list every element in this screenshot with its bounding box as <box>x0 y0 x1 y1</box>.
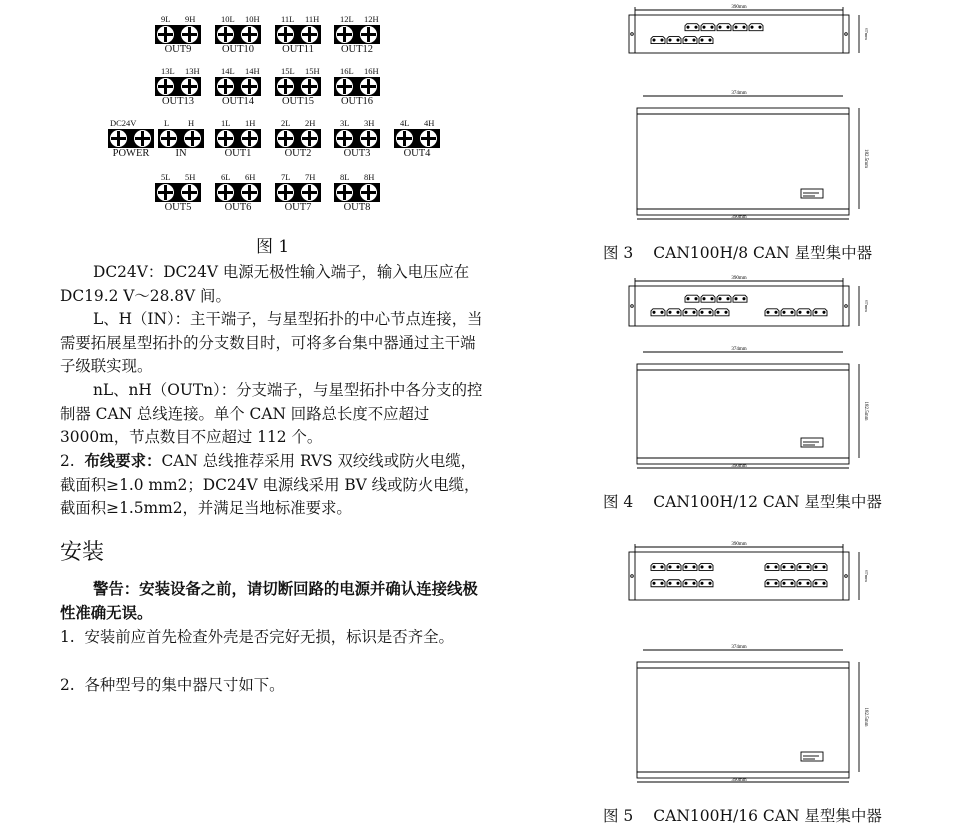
port-pin <box>725 311 727 313</box>
terminal-name: OUT14 <box>221 96 255 107</box>
port-pin <box>695 298 697 300</box>
port-pin <box>693 566 695 568</box>
port-pin <box>767 582 769 584</box>
screw-icon <box>301 184 318 201</box>
terminal-name: OUT4 <box>403 148 431 159</box>
paragraph-dc24v: DC24V：DC24V 电源无极性输入端子，输入电压应在 DC19.2 V～28.8V 间。 <box>60 263 470 305</box>
dimension-bottom-width: 390mm <box>731 778 747 783</box>
screw-terminal <box>275 129 321 148</box>
port-pin <box>783 566 785 568</box>
terminal-label-right: 3H <box>364 118 375 128</box>
terminal-label-right: H <box>188 118 195 128</box>
warning-text: 警告：安装设备之前，请切断回路的电源并确认连接线极性准确无误。 <box>60 580 478 622</box>
screw-icon <box>217 26 234 43</box>
dimension-height: 67mm <box>864 300 869 312</box>
terminal-name: OUT1 <box>224 148 252 159</box>
screw-icon <box>336 130 353 147</box>
mount-hole <box>631 305 634 308</box>
screw-terminal <box>155 183 201 202</box>
terminal-label-left: 5L <box>161 172 171 182</box>
port-pin <box>653 582 655 584</box>
terminal-block-out12 <box>334 14 386 58</box>
port-pin <box>735 298 737 300</box>
terminal-label-left: 4L <box>400 118 410 128</box>
terminal-label-right: 12H <box>364 14 379 24</box>
terminal-label-left: L <box>164 118 170 128</box>
terminal-label-right: 5H <box>185 172 196 182</box>
screw-icon <box>241 26 258 43</box>
device-drawing-3 <box>615 3 887 241</box>
port-pin <box>775 311 777 313</box>
screw-icon <box>420 130 437 147</box>
screw-terminal <box>215 77 261 96</box>
paragraph-wiring: 2. 布线要求：CAN 总线推荐采用 RVS 双绞线或防火电缆，截面积≥1.0 mm2；DC24V 电源线采用 BV 线或防火电缆，截面积≥1.5mm2，并满足当地标准要求。 <box>60 452 480 518</box>
screw-icon <box>360 26 377 43</box>
dimension-bottom-width: 390mm <box>731 464 747 469</box>
terminal-block-out2 <box>275 118 327 162</box>
port-pin <box>719 298 721 300</box>
port-pin <box>661 566 663 568</box>
port-pin <box>711 298 713 300</box>
top-view-body <box>637 662 849 772</box>
port-pin <box>767 311 769 313</box>
nameplate <box>801 189 823 198</box>
screw-icon <box>336 26 353 43</box>
port-pin <box>693 39 695 41</box>
port-pin <box>685 582 687 584</box>
terminal-label-right: 4H <box>424 118 435 128</box>
terminal-block-out1 <box>215 118 267 162</box>
terminal-label-right: 9H <box>185 14 196 24</box>
terminal-block-out4 <box>394 118 446 162</box>
port-pin <box>709 311 711 313</box>
port-pin <box>677 311 679 313</box>
port-pin <box>823 582 825 584</box>
dimension-depth-width: 374mm <box>731 91 747 96</box>
port-pin <box>735 26 737 28</box>
terminal-name: OUT3 <box>343 148 371 159</box>
port-pin <box>783 582 785 584</box>
terminal-label-left: 7L <box>281 172 291 182</box>
terminal-label-left: 3L <box>340 118 350 128</box>
terminal-name: OUT10 <box>221 44 255 55</box>
front-panel <box>629 15 849 53</box>
screw-terminal <box>334 129 380 148</box>
port-pin <box>807 582 809 584</box>
terminal-block-out14 <box>215 66 267 110</box>
terminal-block-out9 <box>155 14 207 58</box>
port-pin <box>799 566 801 568</box>
terminal-block-out6 <box>215 172 267 216</box>
terminal-label-left: 2L <box>281 118 291 128</box>
screw-icon <box>241 78 258 95</box>
figure-label: 图 5 <box>603 807 634 825</box>
terminal-name: OUT9 <box>164 44 192 55</box>
mount-hole <box>845 33 848 36</box>
port-pin <box>815 582 817 584</box>
terminal-label-right: 14H <box>245 66 260 76</box>
terminal-name: OUT7 <box>284 202 312 213</box>
screw-icon <box>360 184 377 201</box>
screw-icon <box>181 184 198 201</box>
figure-title: CAN100H/12 CAN 星型集中器 <box>653 493 882 511</box>
terminal-block-power <box>108 118 160 162</box>
mount-hole <box>845 575 848 578</box>
terminal-label-left: 10L <box>221 14 235 24</box>
screw-icon <box>157 26 174 43</box>
port-pin <box>685 566 687 568</box>
screw-icon <box>157 184 174 201</box>
terminal-block-out7 <box>275 172 327 216</box>
terminal-name: OUT6 <box>224 202 252 213</box>
figure-title: CAN100H/8 CAN 星型集中器 <box>653 244 873 262</box>
port-pin <box>743 26 745 28</box>
dimension-height: 67mm <box>864 28 869 40</box>
terminal-block-out13 <box>155 66 207 110</box>
port-pin <box>669 39 671 41</box>
figure-caption <box>603 490 882 512</box>
port-pin <box>815 311 817 313</box>
screw-icon <box>336 78 353 95</box>
mount-hole <box>631 33 634 36</box>
terminal-label-left: 12L <box>340 14 354 24</box>
port-pin <box>717 311 719 313</box>
figure-caption <box>603 804 882 826</box>
screw-icon <box>134 130 151 147</box>
dimension-height: 67mm <box>864 570 869 582</box>
figure-title: CAN100H/16 CAN 星型集中器 <box>653 807 882 825</box>
port-pin <box>823 311 825 313</box>
port-pin <box>677 39 679 41</box>
port-pin <box>653 311 655 313</box>
terminal-label-right: 13H <box>185 66 200 76</box>
screw-icon <box>241 184 258 201</box>
port-pin <box>669 582 671 584</box>
list-item: 2. 各种型号的集中器尺寸如下。 <box>60 676 285 694</box>
port-pin <box>791 566 793 568</box>
dimension-bottom-width: 390mm <box>731 215 747 220</box>
dimension-depth-width: 374mm <box>731 347 747 352</box>
screw-terminal <box>108 129 154 148</box>
terminal-label-left: 9L <box>161 14 171 24</box>
terminal-label-left: DC24V <box>110 118 137 128</box>
terminal-block-out11 <box>275 14 327 58</box>
figure-1-caption: 图 1 <box>256 237 290 257</box>
screw-icon <box>110 130 127 147</box>
port-pin <box>799 311 801 313</box>
port-pin <box>693 311 695 313</box>
list-item: 1. 安装前应首先检查外壳是否完好无损，标识是否齐全。 <box>60 628 454 646</box>
screw-icon <box>277 78 294 95</box>
mount-hole <box>845 305 848 308</box>
top-view-body <box>637 108 849 209</box>
port-pin <box>701 566 703 568</box>
terminal-label-right: 10H <box>245 14 260 24</box>
figure-label: 图 3 <box>603 244 634 262</box>
mount-hole <box>631 575 634 578</box>
screw-icon <box>360 78 377 95</box>
port-pin <box>815 566 817 568</box>
port-pin <box>669 311 671 313</box>
screw-icon <box>157 78 174 95</box>
port-pin <box>701 582 703 584</box>
screw-terminal <box>334 77 380 96</box>
screw-icon <box>277 130 294 147</box>
terminal-name: OUT11 <box>282 44 314 55</box>
figure-caption <box>603 241 872 263</box>
nameplate <box>801 752 823 761</box>
paragraph-branch: nL、nH（OUTn）：分支端子，与星型拓扑中各分支的控制器 CAN 总线连接。单个 CAN 回路总长度不应超过 3000m，节点数目不应超过 112 个。 <box>60 381 483 447</box>
port-pin <box>703 26 705 28</box>
port-pin <box>693 582 695 584</box>
terminal-label-right: 8H <box>364 172 375 182</box>
port-pin <box>791 582 793 584</box>
figure-label: 图 4 <box>603 493 634 511</box>
screw-icon <box>301 78 318 95</box>
screw-icon <box>336 184 353 201</box>
screw-icon <box>241 130 258 147</box>
screw-terminal <box>158 129 204 148</box>
port-pin <box>807 311 809 313</box>
terminal-name: OUT12 <box>340 44 374 55</box>
port-pin <box>661 311 663 313</box>
terminal-label-right: 16H <box>364 66 379 76</box>
screw-icon <box>160 130 177 147</box>
port-pin <box>727 26 729 28</box>
terminal-label-left: 8L <box>340 172 350 182</box>
screw-icon <box>217 78 234 95</box>
port-pin <box>759 26 761 28</box>
nameplate <box>801 438 823 447</box>
terminal-label-right: 11H <box>305 14 320 24</box>
port-pin <box>775 582 777 584</box>
terminal-name: POWER <box>112 148 150 159</box>
dimension-depth: 182.5mm <box>863 148 868 169</box>
dimension-depth: 182.5mm <box>863 401 868 421</box>
terminal-name: OUT16 <box>340 96 374 107</box>
port-pin <box>653 39 655 41</box>
screw-terminal <box>155 77 201 96</box>
terminal-block-out16 <box>334 66 386 110</box>
screw-icon <box>301 26 318 43</box>
port-pin <box>709 566 711 568</box>
screw-icon <box>301 130 318 147</box>
screw-terminal <box>334 25 380 44</box>
dimension-front-width: 390mm <box>731 542 747 547</box>
terminal-block-out10 <box>215 14 267 58</box>
port-pin <box>661 39 663 41</box>
dimension-depth: 182.5mm <box>863 707 868 727</box>
terminal-label-left: 1L <box>221 118 231 128</box>
screw-icon <box>217 184 234 201</box>
terminal-label-left: 13L <box>161 66 175 76</box>
port-pin <box>727 298 729 300</box>
screw-terminal <box>275 77 321 96</box>
front-panel <box>629 286 849 326</box>
screw-icon <box>360 130 377 147</box>
port-pin <box>677 566 679 568</box>
port-pin <box>767 566 769 568</box>
port-pin <box>669 566 671 568</box>
terminal-label-right: 6H <box>245 172 256 182</box>
port-pin <box>775 566 777 568</box>
port-pin <box>685 311 687 313</box>
dimension-depth-width: 374mm <box>731 645 747 650</box>
screw-terminal <box>394 129 440 148</box>
terminal-label-right: 15H <box>305 66 320 76</box>
port-pin <box>823 566 825 568</box>
screw-icon <box>396 130 413 147</box>
screw-icon <box>184 130 201 147</box>
terminal-label-right: 1H <box>245 118 256 128</box>
screw-icon <box>277 184 294 201</box>
port-pin <box>685 39 687 41</box>
top-view-body <box>637 364 849 458</box>
terminal-label-right: 7H <box>305 172 316 182</box>
screw-icon <box>277 26 294 43</box>
port-pin <box>719 26 721 28</box>
device-drawing-5 <box>615 540 887 804</box>
screw-terminal <box>275 25 321 44</box>
terminal-name: OUT13 <box>161 96 195 107</box>
terminal-name: OUT15 <box>281 96 315 107</box>
device-drawing-4 <box>615 274 887 490</box>
port-pin <box>751 26 753 28</box>
port-pin <box>701 311 703 313</box>
terminal-block-in <box>158 118 210 162</box>
port-pin <box>709 582 711 584</box>
screw-terminal <box>215 129 261 148</box>
screw-icon <box>181 26 198 43</box>
paragraph-trunk: L、H（IN）：主干端子，与星型拓扑的中心节点连接，当需要拓展星型拓扑的分支数目时，可将多台集中器通过主干端子级联实现。 <box>60 310 483 376</box>
terminal-name: IN <box>175 148 187 159</box>
screw-terminal <box>334 183 380 202</box>
screw-terminal <box>215 25 261 44</box>
section-heading: 安装 <box>60 540 105 565</box>
terminal-name: OUT8 <box>343 202 371 213</box>
screw-terminal <box>215 183 261 202</box>
port-pin <box>661 582 663 584</box>
terminal-name: OUT2 <box>284 148 312 159</box>
screw-terminal <box>275 183 321 202</box>
terminal-block-out8 <box>334 172 386 216</box>
dimension-front-width: 390mm <box>731 5 747 10</box>
port-pin <box>743 298 745 300</box>
port-pin <box>677 582 679 584</box>
port-pin <box>701 39 703 41</box>
terminal-label-right: 2H <box>305 118 316 128</box>
screw-icon <box>181 78 198 95</box>
port-pin <box>711 26 713 28</box>
front-panel <box>629 552 849 600</box>
port-pin <box>695 26 697 28</box>
port-pin <box>807 566 809 568</box>
terminal-block-out15 <box>275 66 327 110</box>
port-pin <box>703 298 705 300</box>
port-pin <box>687 298 689 300</box>
port-pin <box>709 39 711 41</box>
terminal-label-left: 15L <box>281 66 295 76</box>
dimension-front-width: 390mm <box>731 276 747 281</box>
screw-icon <box>217 130 234 147</box>
port-pin <box>653 566 655 568</box>
terminal-name: OUT5 <box>164 202 192 213</box>
terminal-block-out3 <box>334 118 386 162</box>
terminal-label-left: 6L <box>221 172 231 182</box>
port-pin <box>799 582 801 584</box>
port-pin <box>783 311 785 313</box>
terminal-label-left: 11L <box>281 14 295 24</box>
terminal-label-left: 16L <box>340 66 354 76</box>
port-pin <box>687 26 689 28</box>
terminal-block-out5 <box>155 172 207 216</box>
terminal-label-left: 14L <box>221 66 235 76</box>
port-pin <box>791 311 793 313</box>
screw-terminal <box>155 25 201 44</box>
